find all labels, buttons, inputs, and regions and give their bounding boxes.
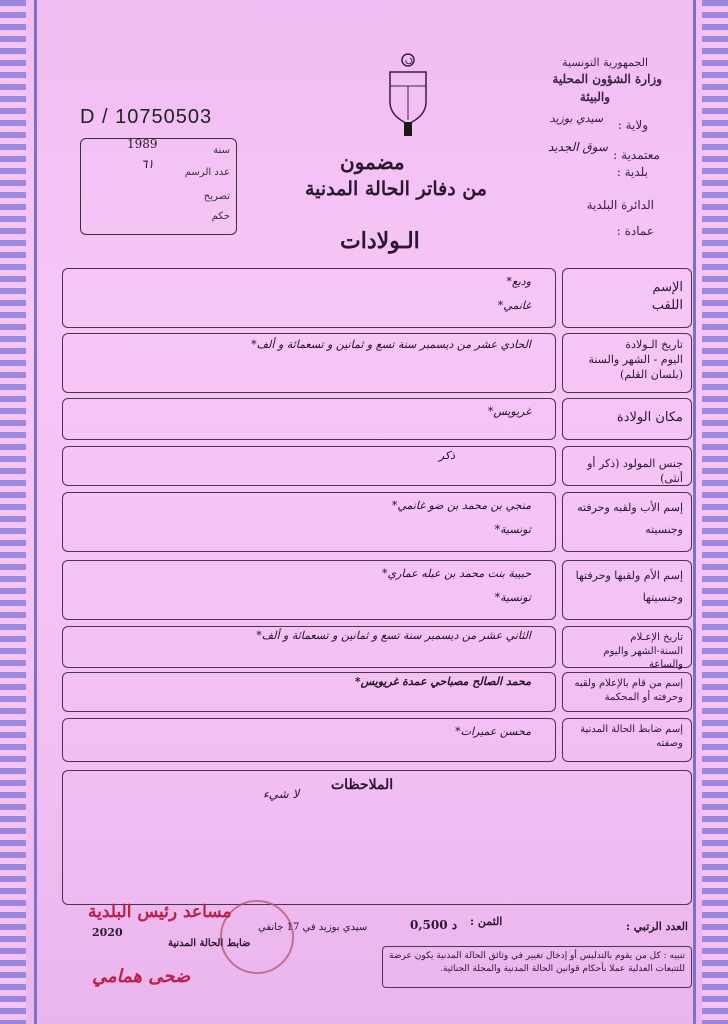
signatory-name: ضحى همامي [92, 966, 191, 987]
row-value-box [62, 672, 556, 712]
omada-label: عمادة : [616, 224, 654, 238]
row-label: الإسم اللقب [562, 268, 692, 328]
observations-value: لا شيء [263, 787, 300, 801]
row-value-box [62, 268, 556, 328]
record-number-label: عدد الرسم [184, 167, 230, 178]
issue-year: 2020 [92, 926, 123, 939]
officer-title: ضابط الحالة المدنية [168, 938, 251, 949]
declarant-value: محمد الصالح مصباحي عمدة غريويس* [354, 675, 531, 688]
serial-number: D / 10750503 [80, 106, 213, 128]
place-date: سيدي بوزيد في 17 جانفي [258, 922, 368, 933]
mother-nationality-value: تونسية* [494, 591, 531, 604]
row-birth-place [62, 398, 692, 440]
price-value: 0,500 د [410, 918, 458, 932]
birth-date-value: الحادي عشر من ديسمبر سنة تسع و ثمانين و تسعمائة و ألف* [251, 338, 531, 351]
row-label: جنس المولود (ذكر أو أنثى) [562, 446, 692, 486]
order-number-label: العدد الرتبي : [625, 920, 688, 933]
row-declaration-date [62, 626, 692, 668]
observations-label: الملاحظات [331, 777, 394, 793]
row-label: تاريخ الـولادة اليوم - الشهر والسنة (بلسان القلم) [562, 333, 692, 393]
birth-place-value: غريويس* [487, 405, 531, 418]
first-name-value: وديع* [506, 275, 531, 288]
wilaya-label: ولاية : [617, 118, 648, 132]
row-label: مكان الولادة [562, 398, 692, 440]
row-mother [62, 560, 692, 620]
declaration-label: تصريح [203, 191, 230, 202]
tunisia-emblem-icon [384, 50, 432, 138]
motamadia-value: سوق الجديد [547, 140, 608, 154]
daira-label: الدائرة البلدية [586, 198, 654, 212]
assistant-mayor-stamp: مساعد رئيس البلدية [88, 902, 232, 922]
border-rule-right [693, 0, 696, 1024]
decorative-border-right [702, 0, 728, 1024]
row-label: إسم الأم ولقبها وحرفتها وجنسيتها [562, 560, 692, 620]
observations-box [62, 770, 692, 905]
last-name-value: غانمي* [497, 299, 531, 312]
row-value-box [62, 560, 556, 620]
row-sex [62, 446, 692, 486]
legal-warning-note: تنبيه : كل من يقوم بالتدليس أو إدخال تغيير في وثائق الحالة المدنية يكون عرضة للتتبعات العدلية عملا بأحكام قوانين الحالة المدنية والمجلة الجنائية. [382, 946, 692, 988]
document-subtitle: من دفاتر الحالة المدنية [305, 178, 487, 200]
year-value: 1989 [127, 137, 158, 151]
row-declarant [62, 672, 692, 712]
border-rule-left [34, 0, 37, 1024]
record-number-value: ٦١ [141, 157, 154, 171]
row-name [62, 268, 692, 328]
row-label: تاريخ الإعـلام السنة-الشهر واليوم والساعة [562, 626, 692, 668]
republic-label: الجمهورية التونسية [562, 56, 648, 69]
wilaya-value: سيدي بوزيد [549, 112, 603, 125]
ministry-line1: وزارة الشؤون المحلية [552, 72, 662, 86]
father-nationality-value: تونسية* [494, 523, 531, 536]
father-name-value: منجي بن محمد بن ضو غانمي* [391, 499, 531, 512]
ministry-line2: والبيئة [579, 90, 610, 104]
declaration-date-value: الثاني عشر من ديسمبر سنة تسع و ثمانين و تسعمائة و ألف* [256, 629, 531, 642]
baladia-label: بلدية : [616, 165, 648, 179]
row-label: إسم من قام بالإعلام ولقبه وحرفته أو المحكمة [562, 672, 692, 712]
price-label: الثمن : [470, 915, 503, 928]
section-title-births: الـولادات [340, 228, 420, 254]
sex-value: ذكر [438, 449, 455, 462]
year-label: سنة [213, 145, 230, 156]
row-value-box [62, 446, 556, 486]
row-value-box [62, 626, 556, 668]
mother-name-value: حبيبة بنت محمد بن عبله عماري* [382, 567, 531, 580]
officer-value: محسن عميرات* [455, 725, 531, 738]
decorative-border-left [0, 0, 26, 1024]
row-father [62, 492, 692, 552]
row-birth-date [62, 333, 692, 393]
row-value-box [62, 718, 556, 762]
row-officer [62, 718, 692, 762]
row-value-box [62, 492, 556, 552]
row-label: إسم الأب ولقبه وحرفته وجنسيته [562, 492, 692, 552]
row-value-box [62, 333, 556, 393]
row-label: إسم ضابط الحالة المدنية وصفته [562, 718, 692, 762]
document-title: مضمون [340, 150, 405, 174]
judgment-label: حكم [211, 211, 230, 222]
motamadia-label: معتمدية : [613, 148, 660, 162]
row-value-box [62, 398, 556, 440]
reference-box [80, 138, 237, 235]
